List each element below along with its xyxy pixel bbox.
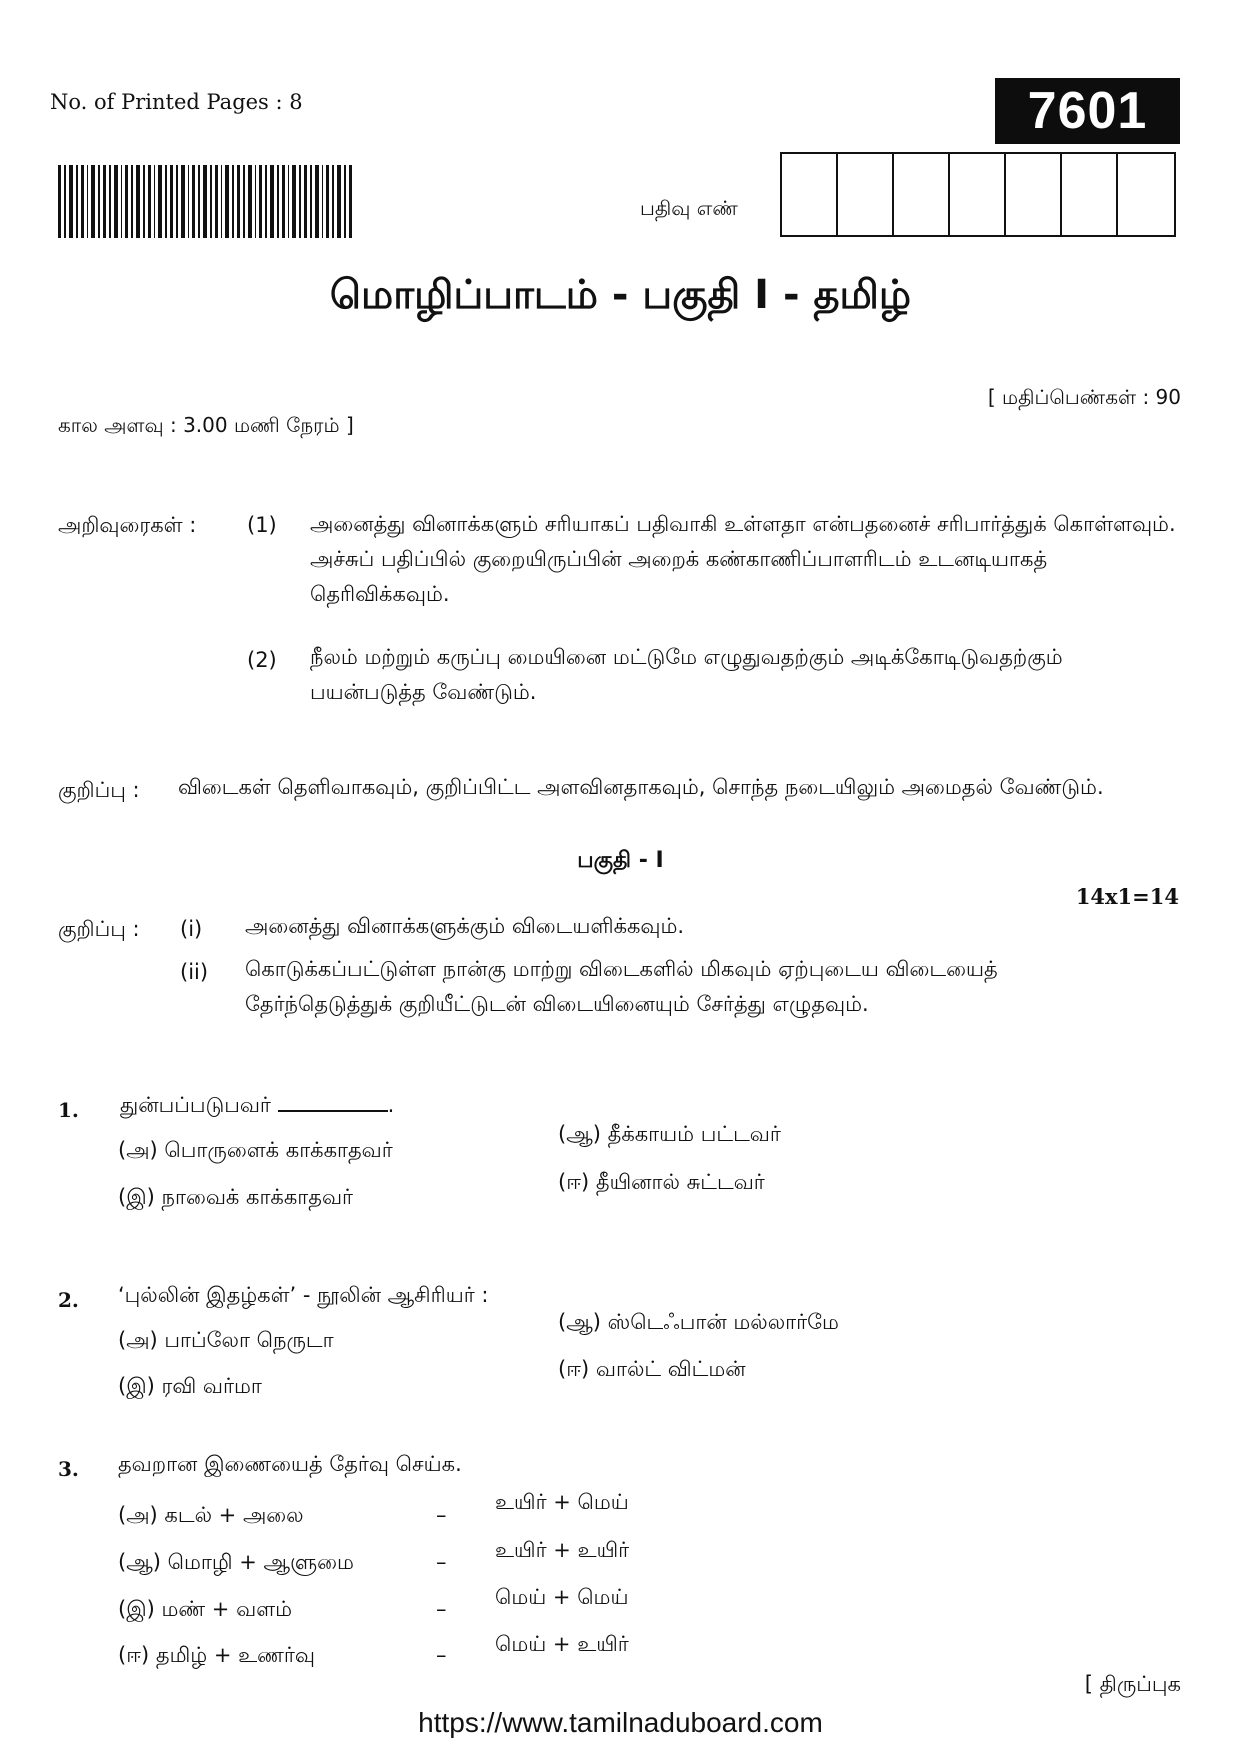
option-d[interactable] [558, 1170, 765, 1197]
page-title: மொழிப்பாடம் - பகுதி I - தமிழ் [329, 272, 912, 318]
register-digit-box[interactable] [1118, 154, 1174, 235]
pair-left: தமிழ் + உணர்வு [155, 1643, 315, 1667]
section-note-text: அனைத்து வினாக்களுக்கும் விடையளிக்கவும். [245, 914, 685, 938]
option-c[interactable] [118, 1185, 353, 1212]
pair-left: கடல் + அலை [164, 1503, 304, 1527]
pair-left: மண் + வளம் [161, 1597, 293, 1621]
pair-dash: – [436, 1550, 447, 1574]
option-mark: (அ) [118, 1138, 158, 1162]
max-marks: [ மதிப்பெண்கள் : 90 [987, 385, 1181, 409]
option-a[interactable] [118, 1138, 393, 1165]
option-text: பொருளைக் காக்காதவர் [164, 1138, 393, 1162]
option-mark: (இ) [118, 1185, 155, 1209]
instruction-text: நீலம் மற்றும் கருப்பு மையினை மட்டுமே எழுதுவதற்கும் அடிக்கோடிடுவதற்கும் பயன்படுத்த வேண்டும். [310, 645, 1063, 704]
option-mark: (ஈ) [558, 1357, 590, 1381]
option-mark: (ஆ) [118, 1550, 161, 1574]
barcode [58, 165, 353, 238]
section-score: 14x1=14 [1075, 884, 1179, 909]
register-digit-box[interactable] [1006, 154, 1062, 235]
option-text: ரவி வர்மா [161, 1374, 262, 1398]
printed-pages: No. of Printed Pages : 8 [50, 90, 303, 114]
section-note-number: (i) [180, 917, 203, 941]
note-label: குறிப்பு : [58, 778, 140, 802]
paper-code: 7601 [995, 78, 1180, 144]
turn-over-note: [ திருப்புக [1084, 1672, 1181, 1696]
option-text: வால்ட் விட்மன் [595, 1357, 746, 1381]
pair-right: உயிர் + மெய் [495, 1490, 629, 1514]
pair-option-a[interactable] [118, 1503, 304, 1530]
register-digit-box[interactable] [838, 154, 894, 235]
pair-option-c[interactable] [118, 1597, 292, 1624]
time-allowed: கால அளவு : 3.00 மணி நேரம் ] [58, 413, 354, 437]
register-digit-box[interactable] [950, 154, 1006, 235]
question-number: 1. [58, 1098, 79, 1122]
option-text: தீயினால் சுட்டவர் [595, 1170, 765, 1194]
question-text: ‘புல்லின் இதழ்கள்’ - நூலின் ஆசிரியர் : [118, 1283, 489, 1307]
pair-right: மெய் + மெய் [495, 1585, 629, 1609]
question-text: தவறான இணையைத் தேர்வு செய்க. [118, 1452, 462, 1476]
pair-dash: – [436, 1503, 447, 1527]
question-number: 3. [58, 1457, 79, 1481]
section-note-text: கொடுக்கப்பட்டுள்ள நான்கு மாற்று விடைகளில் மிகவும் ஏற்புடைய விடையைத் தேர்ந்தெடுத்துக் குறியீட்டுடன் விடையினையும் சேர்த்து எழுதவும். [245, 957, 998, 1016]
section-note-number: (ii) [180, 960, 209, 984]
option-mark: (அ) [118, 1503, 158, 1527]
register-number-boxes[interactable] [780, 152, 1176, 237]
register-digit-box[interactable] [894, 154, 950, 235]
pair-option-d[interactable] [118, 1643, 315, 1670]
pair-right: மெய் + உயிர் [495, 1632, 629, 1656]
option-text: தீக்காயம் பட்டவர் [607, 1122, 781, 1146]
section-title: பகுதி - I [577, 848, 664, 873]
pair-option-b[interactable] [118, 1550, 354, 1577]
option-mark: (அ) [118, 1328, 158, 1352]
instruction-number: (1) [247, 513, 277, 537]
answer-blank[interactable] [278, 1110, 388, 1112]
option-text: நாவைக் காக்காதவர் [161, 1185, 354, 1209]
option-mark: (ஈ) [558, 1170, 590, 1194]
instructions-label: அறிவுரைகள் : [58, 513, 197, 537]
register-digit-box[interactable] [1062, 154, 1118, 235]
option-mark: (இ) [118, 1597, 155, 1621]
option-b[interactable] [558, 1310, 839, 1337]
register-number-label: பதிவு எண் [640, 196, 738, 220]
option-mark: (இ) [118, 1374, 155, 1398]
pair-dash: – [436, 1597, 447, 1621]
note-text: விடைகள் தெளிவாகவும், குறிப்பிட்ட அளவினதாகவும், சொந்த நடையிலும் அமைதல் வேண்டும். [178, 775, 1104, 799]
option-text: ஸ்டெஃபான் மல்லார்மே [607, 1310, 839, 1334]
option-mark: (ஈ) [118, 1643, 150, 1667]
option-mark: (ஆ) [558, 1310, 601, 1334]
option-text: பாப்லோ நெருடா [164, 1328, 334, 1352]
instruction-text: அனைத்து வினாக்களும் சரியாகப் பதிவாகி உள்ளதா என்பதனைச் சரிபார்த்துக் கொள்ளவும். அச்சுப் பதிப்பில் குறையிருப்பின் அறைக் கண்காணிப்பாளரிடம் உடனடியாகத் தெரிவிக்கவும். [310, 512, 1176, 606]
question-text: துன்பப்படுபவர் . [120, 1093, 395, 1117]
pair-dash: – [436, 1643, 447, 1667]
register-digit-box[interactable] [782, 154, 838, 235]
option-mark: (ஆ) [558, 1122, 601, 1146]
question-number: 2. [58, 1288, 79, 1312]
pair-right: உயிர் + உயிர் [495, 1538, 630, 1562]
option-b[interactable] [558, 1122, 781, 1149]
section-note-label: குறிப்பு : [58, 917, 140, 941]
option-d[interactable] [558, 1357, 746, 1384]
option-a[interactable] [118, 1328, 334, 1355]
option-c[interactable] [118, 1374, 262, 1401]
question-text-label: துன்பப்படுபவர் [120, 1093, 271, 1117]
pair-left: மொழி + ஆளுமை [167, 1550, 354, 1574]
instruction-number: (2) [247, 648, 277, 672]
source-url[interactable]: https://www.tamilnaduboard.com [418, 1707, 823, 1738]
